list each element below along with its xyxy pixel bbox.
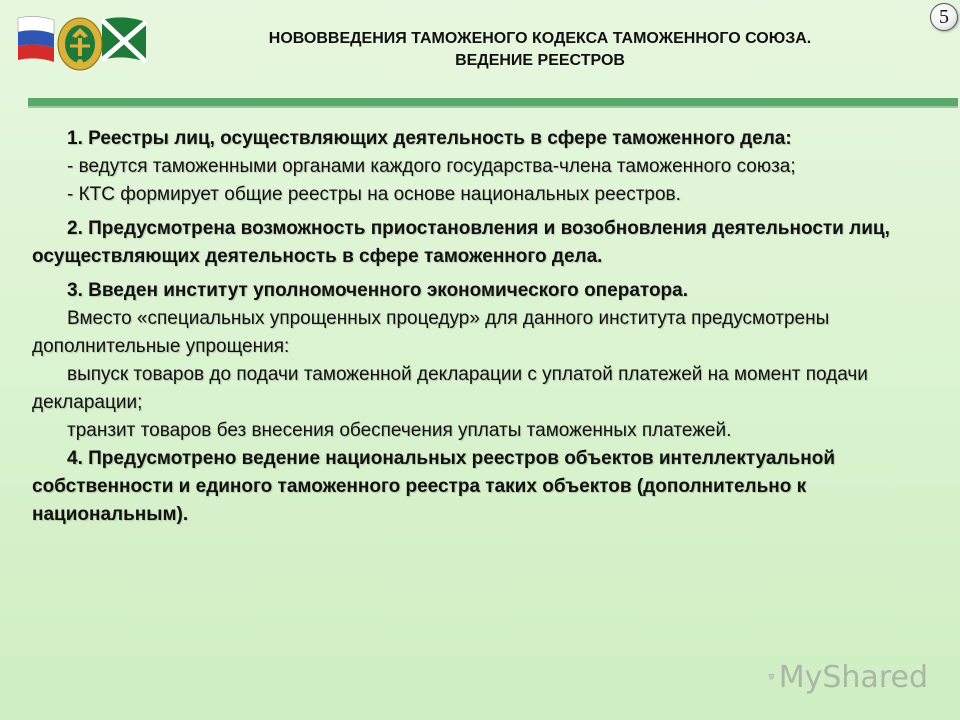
item-3-text: Вместо «специальных упрощенных процедур» для данного института предусмотрены дополнительные упрощения:: [32, 308, 830, 357]
item-1-bullet-2: - КТС формирует общие реестры на основе национальных реестров.: [67, 184, 681, 205]
title-line-2: ВЕДЕНИЕ РЕЕСТРОВ: [455, 52, 625, 69]
item-3-bullet-1: выпуск товаров до подачи таможенной декларации с уплатой платежей на момент подачи декларации;: [32, 364, 868, 413]
presentation-icon: [768, 660, 775, 694]
watermark-text: MyShared: [778, 659, 928, 695]
header-divider: [28, 98, 958, 108]
item-4-heading: 4. Предусмотрено ведение национальных реестров объектов интеллектуальной собственности и единого таможенного реестра таких объектов (дополнительно к национальным).: [32, 448, 835, 525]
customs-logo: [14, 12, 150, 82]
title-line-1: НОВОВВЕДЕНИЯ ТАМОЖЕНОГО КОДЕКСА ТАМОЖЕННОГО СОЮЗА.: [268, 30, 812, 47]
item-1-bullet-1: - ведутся таможенными органами каждого государства-члена таможенного союза;: [67, 156, 796, 177]
item-3-heading: 3. Введен институт уполномоченного экономического оператора.: [67, 280, 688, 301]
page-number-badge: 5: [930, 3, 958, 31]
watermark: [768, 656, 928, 698]
flags-emblem-icon: [14, 12, 150, 82]
slide-body: [32, 125, 922, 529]
item-2-heading: 2. Предусмотрена возможность приостановления и возобновления деятельности лиц, осуществляющих деятельность в сфере таможенного дела.: [32, 218, 890, 267]
item-3-bullet-2: транзит товаров без внесения обеспечения уплаты таможенных платежей.: [67, 420, 732, 441]
divider-band: [28, 98, 958, 106]
page-title: [150, 28, 930, 72]
divider-band-shadow: [28, 106, 958, 108]
item-1-heading: 1. Реестры лиц, осуществляющих деятельность в сфере таможенного дела:: [67, 128, 792, 149]
